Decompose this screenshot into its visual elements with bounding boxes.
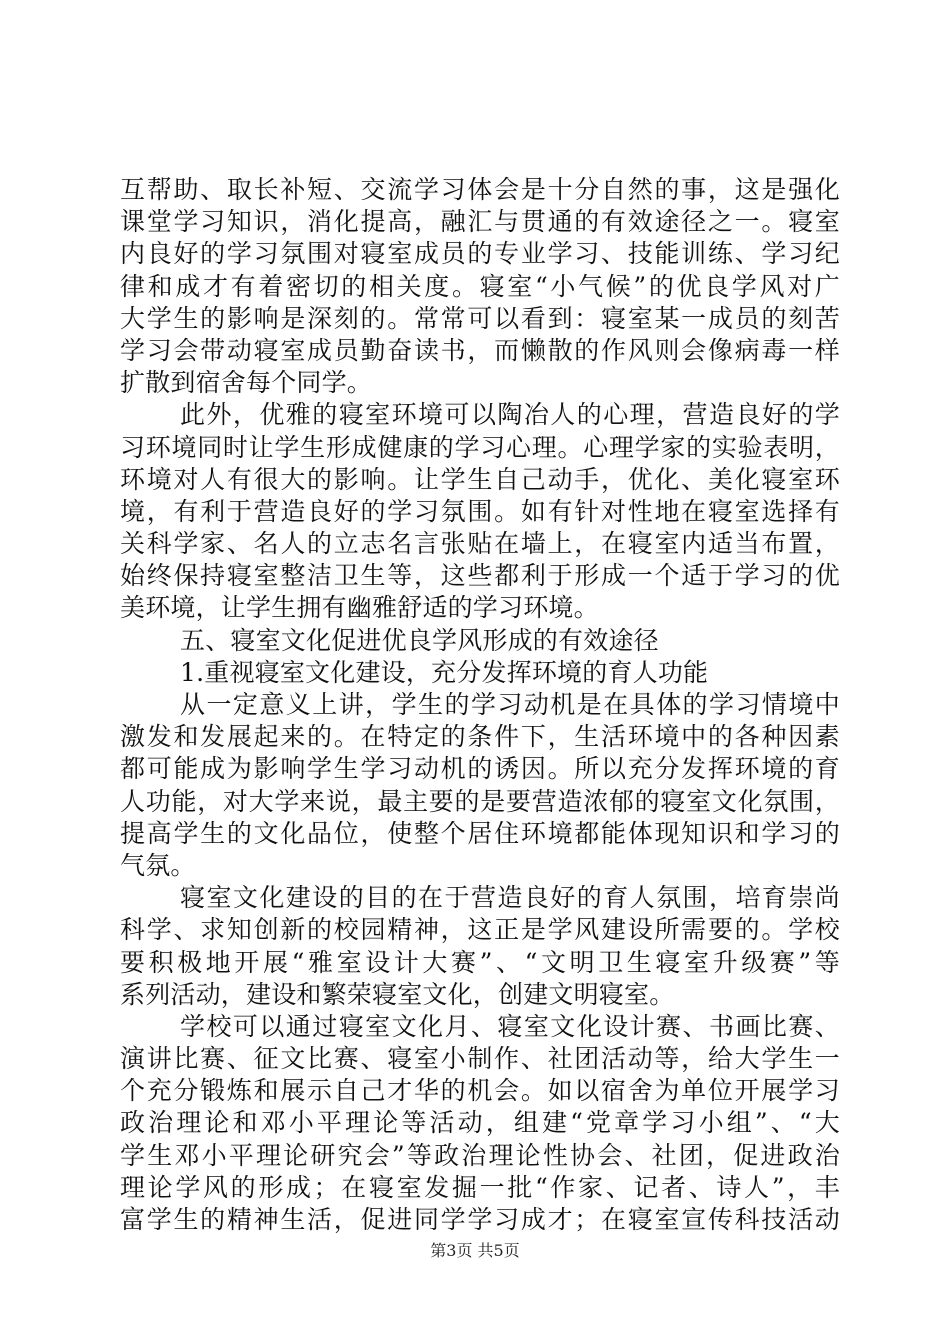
text-line: 科学、求知创新的校园精神，这正是学风建设所需要的。学校: [120, 915, 840, 945]
text-line: 此外，优雅的寝室环境可以陶冶人的心理，营造良好的学: [180, 400, 840, 430]
text-line: 内良好的学习氛围对寝室成员的专业学习、技能训练、学习纪: [120, 239, 840, 269]
text-line: 学习会带动寝室成员勤奋读书，而懒散的作风则会像病毒一样: [120, 335, 840, 365]
text-line: 五、寝室文化促进优良学风形成的有效途径: [180, 625, 659, 655]
page-footer: 第3页 共5页: [430, 1241, 520, 1260]
text-line: 始终保持寝室整洁卫生等，这些都利于形成一个适于学习的优: [120, 561, 840, 591]
text-line: 课堂学习知识，消化提高，融汇与贯通的有效途径之一。寝室: [120, 207, 840, 237]
text-line: 演讲比赛、征文比赛、寝室小制作、社团活动等，给大学生一: [120, 1044, 840, 1074]
text-line: 学生邓小平理论研究会”等政治理论性协会、社团，促进政治: [120, 1140, 840, 1170]
text-line: 政治理论和邓小平理论等活动，组建“党章学习小组”、“大: [120, 1108, 840, 1138]
text-line: 境，有利于营造良好的学习氛围。如有针对性地在寝室选择有: [120, 496, 840, 526]
text-line: 气氛。: [120, 850, 196, 880]
text-line: 习环境同时让学生形成健康的学习心理。心理学家的实验表明，: [120, 432, 840, 462]
text-line: 大学生的影响是深刻的。常常可以看到：寝室某一成员的刻苦: [120, 303, 840, 333]
text-line: 系列活动，建设和繁荣寝室文化，创建文明寝室。: [120, 979, 675, 1009]
text-line: 从一定意义上讲，学生的学习动机是在具体的学习情境中: [180, 690, 840, 719]
text-line: 都可能成为影响学生学习动机的诱因。所以充分发挥环境的育: [120, 754, 840, 784]
text-line: 学校可以通过寝室文化月、寝室文化设计赛、书画比赛、: [180, 1011, 840, 1041]
body-text: [120, 174, 840, 1236]
text-line: 理论学风的形成；在寝室发掘一批“作家、记者、诗人”，丰: [120, 1172, 840, 1202]
text-line: 互帮助、取长补短、交流学习体会是十分自然的事，这是强化: [120, 175, 840, 204]
text-line: 关科学家、名人的立志名言张贴在墙上，在寝室内适当布置，: [120, 529, 840, 559]
text-line: 扩散到宿舍每个同学。: [120, 368, 373, 398]
text-line: 环境对人有很大的影响。让学生自己动手，优化、美化寝室环: [120, 464, 840, 494]
text-line: 要积极地开展“雅室设计大赛”、“文明卫生寝室升级赛”等: [120, 947, 840, 977]
text-line: 1.重视寝室文化建设，充分发挥环境的育人功能: [180, 657, 709, 687]
text-line: 律和成才有着密切的相关度。寝室“小气候”的优良学风对广: [120, 271, 840, 301]
text-line: 激发和发展起来的。在特定的条件下，生活环境中的各种因素: [120, 722, 840, 752]
text-line: 提高学生的文化品位，使整个居住环境都能体现知识和学习的: [120, 818, 840, 848]
text-line: 富学生的精神生活，促进同学学习成才；在寝室宣传科技活动: [120, 1205, 840, 1234]
text-line: 人功能，对大学来说，最主要的是要营造浓郁的寝室文化氛围，: [120, 786, 840, 816]
text-line: 个充分锻炼和展示自己才华的机会。如以宿舍为单位开展学习: [120, 1076, 840, 1106]
text-line: 寝室文化建设的目的在于营造良好的育人氛围，培育崇尚: [180, 883, 840, 913]
text-line: 美环境，让学生拥有幽雅舒适的学习环境。: [120, 593, 599, 623]
